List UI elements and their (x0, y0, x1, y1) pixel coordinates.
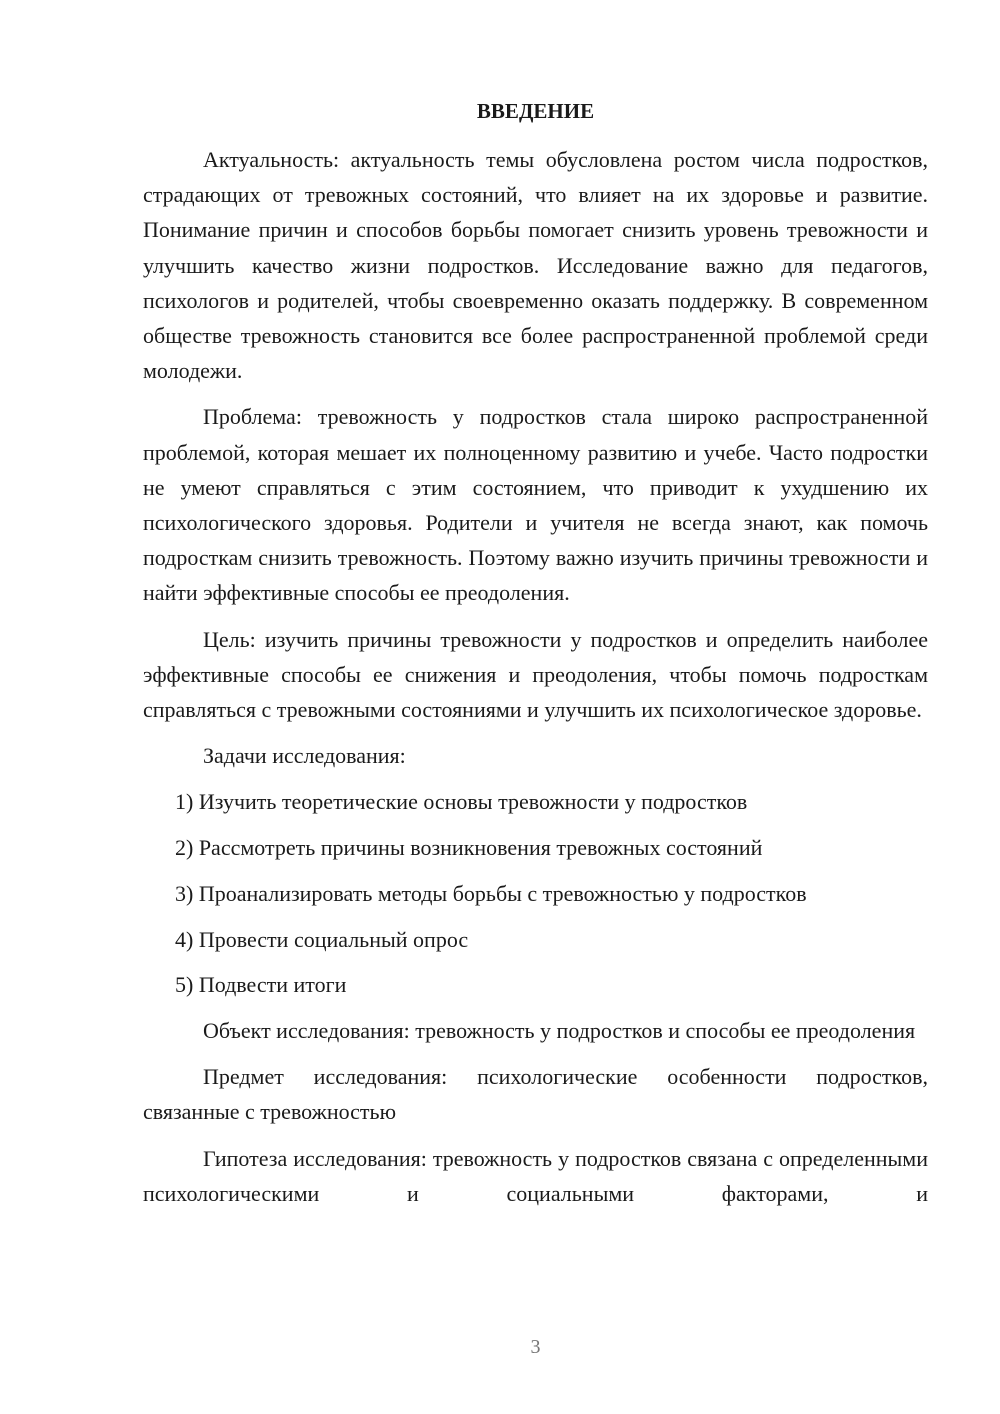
relevance-paragraph: Актуальность: актуальность темы обусловлена ростом числа подростков, страдающих от тревожных состояний, что влияет на их здоровье и развитие. Понимание причин и способов борьбы помогает снизить уровень тревожности и улучшить качество жизни подростков. Исследование важно для педагогов, психологов и родителей, чтобы своевременно оказать поддержку. В современном обществе тревожность становится все более распространенной проблемой среди молодежи. (143, 147, 928, 384)
task-item: 3) Проанализировать методы борьбы с тревожностью у подростков (175, 880, 807, 906)
task-item: 4) Провести социальный опрос (175, 926, 469, 952)
task-item: 5) Подвести итоги (175, 972, 347, 998)
problem-paragraph: Проблема: тревожность у подростков стала широко распространенной проблемой, которая мешает их полноценному развитию и учебе. Часто подростки не умеют справляться с этим состоянием, что приводит к ухудшению их психологического здоровья. Родители и учителя не всегда знают, как помочь подросткам снизить тревожность. Поэтому важно изучить причины тревожности и найти эффективные способы ее преодоления. (143, 404, 928, 606)
subject-paragraph: Предмет исследования: психологические особенности подростков, связанные с тревожностью (143, 1064, 928, 1125)
hypothesis-paragraph: Гипотеза исследования: тревожность у подростков связана с определенными психологическими и социальными факторами, и (143, 1145, 928, 1206)
document-body (143, 142, 928, 1222)
page-number: 3 (530, 1336, 541, 1358)
object-paragraph: Объект исследования: тревожность у подростков и способы ее преодоления (203, 1017, 916, 1043)
tasks-heading: Задачи исследования: (203, 743, 406, 769)
document-page (143, 0, 928, 1414)
section-title: ВВЕДЕНИЕ (476, 99, 595, 123)
goal-paragraph: Цель: изучить причины тревожности у подростков и определить наиболее эффективные способы ее снижения и преодоления, чтобы помочь подросткам справляться с тревожными состояниями и улучшить их психологическое здоровье. (143, 626, 928, 723)
task-item: 1) Изучить теоретические основы тревожности у подростков (175, 789, 748, 815)
task-item: 2) Рассмотреть причины возникновения тревожных состояний (175, 835, 763, 861)
